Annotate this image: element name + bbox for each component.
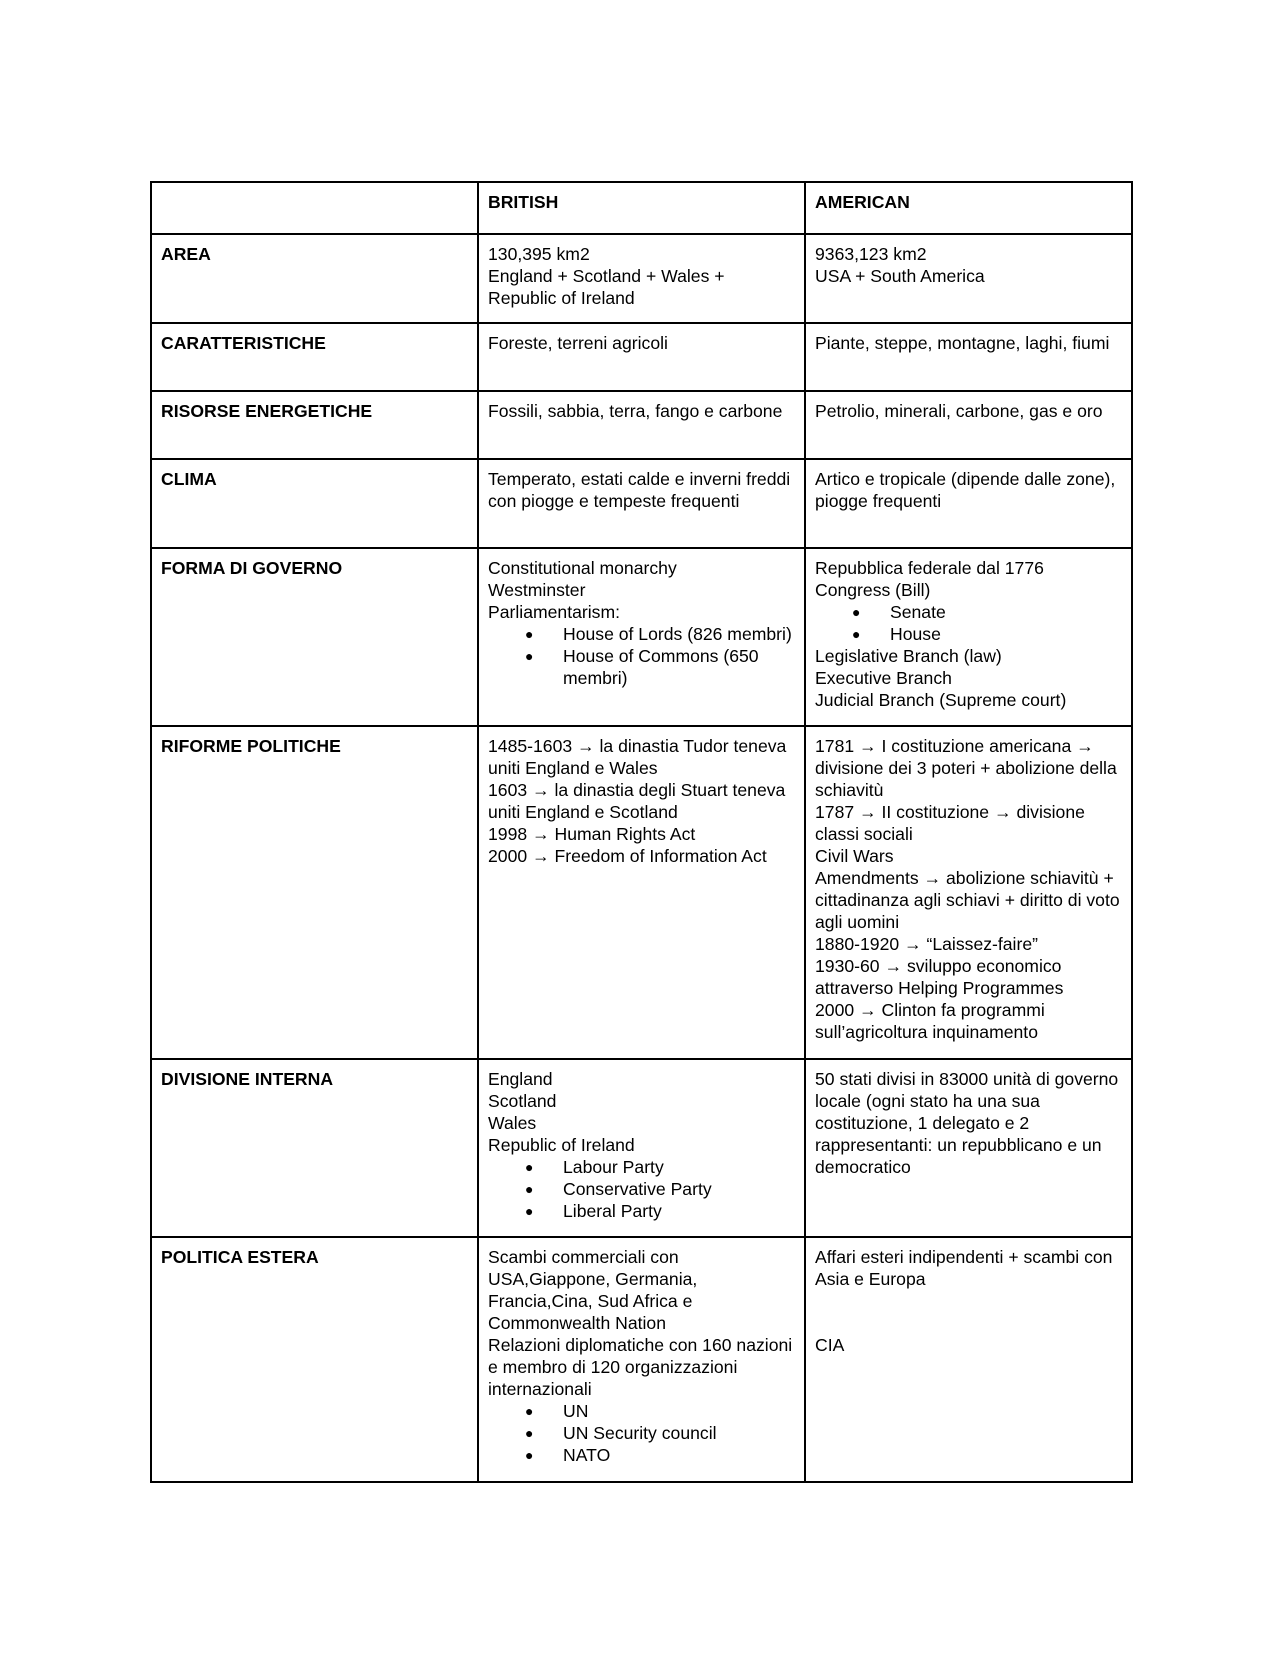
- british-text-line: Foreste, terreni agricoli: [488, 333, 668, 353]
- header-british: BRITISH: [478, 182, 805, 234]
- american-text-line: 1787 → II costituzione → divisione classi sociali: [815, 802, 1085, 844]
- british-text-line: England + Scotland + Wales + Republic of Ireland: [488, 266, 725, 308]
- american-text-line: 9363,123 km2: [815, 244, 927, 264]
- american-cell: [805, 391, 1132, 459]
- british-text-line: 1603 → la dinastia degli Stuart teneva uniti England e Scotland: [488, 780, 786, 822]
- header-american: AMERICAN: [805, 182, 1132, 234]
- british-text-line: 1998 → Human Rights Act: [488, 824, 696, 844]
- row-label: RIFORME POLITICHE: [151, 726, 478, 1059]
- american-text-line: 2000 → Clinton fa programmi sull’agricoltura inquinamento: [815, 1000, 1045, 1042]
- british-cell: [478, 1059, 805, 1237]
- header-row: [151, 182, 1132, 234]
- british-bullet-list: [488, 1156, 795, 1222]
- british-text-line: Westminster: [488, 580, 586, 600]
- table-row: [151, 323, 1132, 391]
- british-cell: [478, 1237, 805, 1482]
- british-text-line: Parliamentarism:: [488, 602, 620, 622]
- row-label: FORMA DI GOVERNO: [151, 548, 478, 726]
- table-row: [151, 391, 1132, 459]
- british-text-line: Scotland: [488, 1091, 557, 1111]
- american-text-line: Judicial Branch (Supreme court): [815, 690, 1067, 710]
- header-blank-cell: [151, 182, 478, 234]
- british-text-line: England: [488, 1069, 553, 1089]
- british-text-line: Temperato, estati calde e inverni freddi con piogge e tempeste frequenti: [488, 469, 791, 511]
- american-text-line: Congress (Bill): [815, 580, 931, 600]
- american-text-line: Petrolio, minerali, carbone, gas e oro: [815, 401, 1103, 421]
- american-cell: [805, 1059, 1132, 1237]
- american-text-line: [815, 1312, 1122, 1334]
- row-label: RISORSE ENERGETICHE: [151, 391, 478, 459]
- american-cell: [805, 459, 1132, 548]
- table-row: [151, 1237, 1132, 1482]
- american-text-line: 50 stati divisi in 83000 unità di governo locale (ogni stato ha una sua costituzione, 1 delegato e 2 rappresentanti: un repubblicano e un democratico: [815, 1069, 1119, 1177]
- row-label: AREA: [151, 234, 478, 323]
- table-row: [151, 726, 1132, 1059]
- british-text-line: Scambi commerciali con USA,Giappone, Germania, Francia,Cina, Sud Africa e Commonwealth Nation: [488, 1247, 698, 1333]
- bullet-item: ● House of Lords (826 membri): [563, 623, 795, 645]
- american-cell: [805, 323, 1132, 391]
- american-cell: [805, 726, 1132, 1059]
- bullet-item: ● NATO: [563, 1444, 795, 1466]
- row-label: DIVISIONE INTERNA: [151, 1059, 478, 1237]
- american-cell: [805, 234, 1132, 323]
- american-cell: [805, 1237, 1132, 1482]
- bullet-item: ● House: [890, 623, 1122, 645]
- american-text-line: Repubblica federale dal 1776: [815, 558, 1044, 578]
- american-text-line: 1880-1920 → “Laissez-faire”: [815, 934, 1038, 954]
- american-text-line: Civil Wars: [815, 846, 894, 866]
- british-cell: [478, 548, 805, 726]
- british-text-line: 1485-1603 → la dinastia Tudor teneva uniti England e Wales: [488, 736, 787, 778]
- british-text-line: Republic of Ireland: [488, 1135, 635, 1155]
- british-cell: [478, 391, 805, 459]
- british-text-line: Relazioni diplomatiche con 160 nazioni e membro di 120 organizzazioni internazionali: [488, 1335, 793, 1399]
- british-text-line: Fossili, sabbia, terra, fango e carbone: [488, 401, 783, 421]
- british-bullet-list: [488, 1400, 795, 1466]
- american-text-line: Piante, steppe, montagne, laghi, fiumi: [815, 333, 1110, 353]
- table-row: [151, 234, 1132, 323]
- american-cell: [805, 548, 1132, 726]
- american-text-line: Legislative Branch (law): [815, 646, 1002, 666]
- row-label: POLITICA ESTERA: [151, 1237, 478, 1482]
- british-text-line: Constitutional monarchy: [488, 558, 677, 578]
- bullet-item: ● Liberal Party: [563, 1200, 795, 1222]
- american-text-line: Amendments → abolizione schiavitù + cittadinanza agli schiavi + diritto di voto agli uomini: [815, 868, 1120, 932]
- bullet-item: ● Labour Party: [563, 1156, 795, 1178]
- american-text-line: [815, 1290, 1122, 1312]
- american-text-line: 1781 → I costituzione americana → divisione dei 3 poteri + abolizione della schiavitù: [815, 736, 1117, 800]
- american-bullet-list: [815, 601, 1122, 645]
- british-cell: [478, 323, 805, 391]
- british-cell: [478, 726, 805, 1059]
- american-text-line: Executive Branch: [815, 668, 952, 688]
- bullet-item: ● UN Security council: [563, 1422, 795, 1444]
- british-cell: [478, 234, 805, 323]
- british-text-line: 2000 → Freedom of Information Act: [488, 846, 767, 866]
- bullet-item: ● UN: [563, 1400, 795, 1422]
- american-text-line: CIA: [815, 1335, 845, 1355]
- bullet-item: ● Conservative Party: [563, 1178, 795, 1200]
- british-text-line: Wales: [488, 1113, 537, 1133]
- table-row: [151, 1059, 1132, 1237]
- table-row: [151, 459, 1132, 548]
- british-text-line: 130,395 km2: [488, 244, 590, 264]
- row-label: CLIMA: [151, 459, 478, 548]
- bullet-item: ● House of Commons (650 membri): [563, 645, 795, 689]
- table-row: [151, 548, 1132, 726]
- american-text-line: Affari esteri indipendenti + scambi con Asia e Europa: [815, 1247, 1113, 1289]
- american-text-line: 1930-60 → sviluppo economico attraverso Helping Programmes: [815, 956, 1064, 998]
- british-cell: [478, 459, 805, 548]
- bullet-item: ● Senate: [890, 601, 1122, 623]
- american-text-line: USA + South America: [815, 266, 985, 286]
- british-bullet-list: [488, 623, 795, 689]
- row-label: CARATTERISTICHE: [151, 323, 478, 391]
- comparison-table: [150, 181, 1133, 1483]
- american-text-line: Artico e tropicale (dipende dalle zone), piogge frequenti: [815, 469, 1116, 511]
